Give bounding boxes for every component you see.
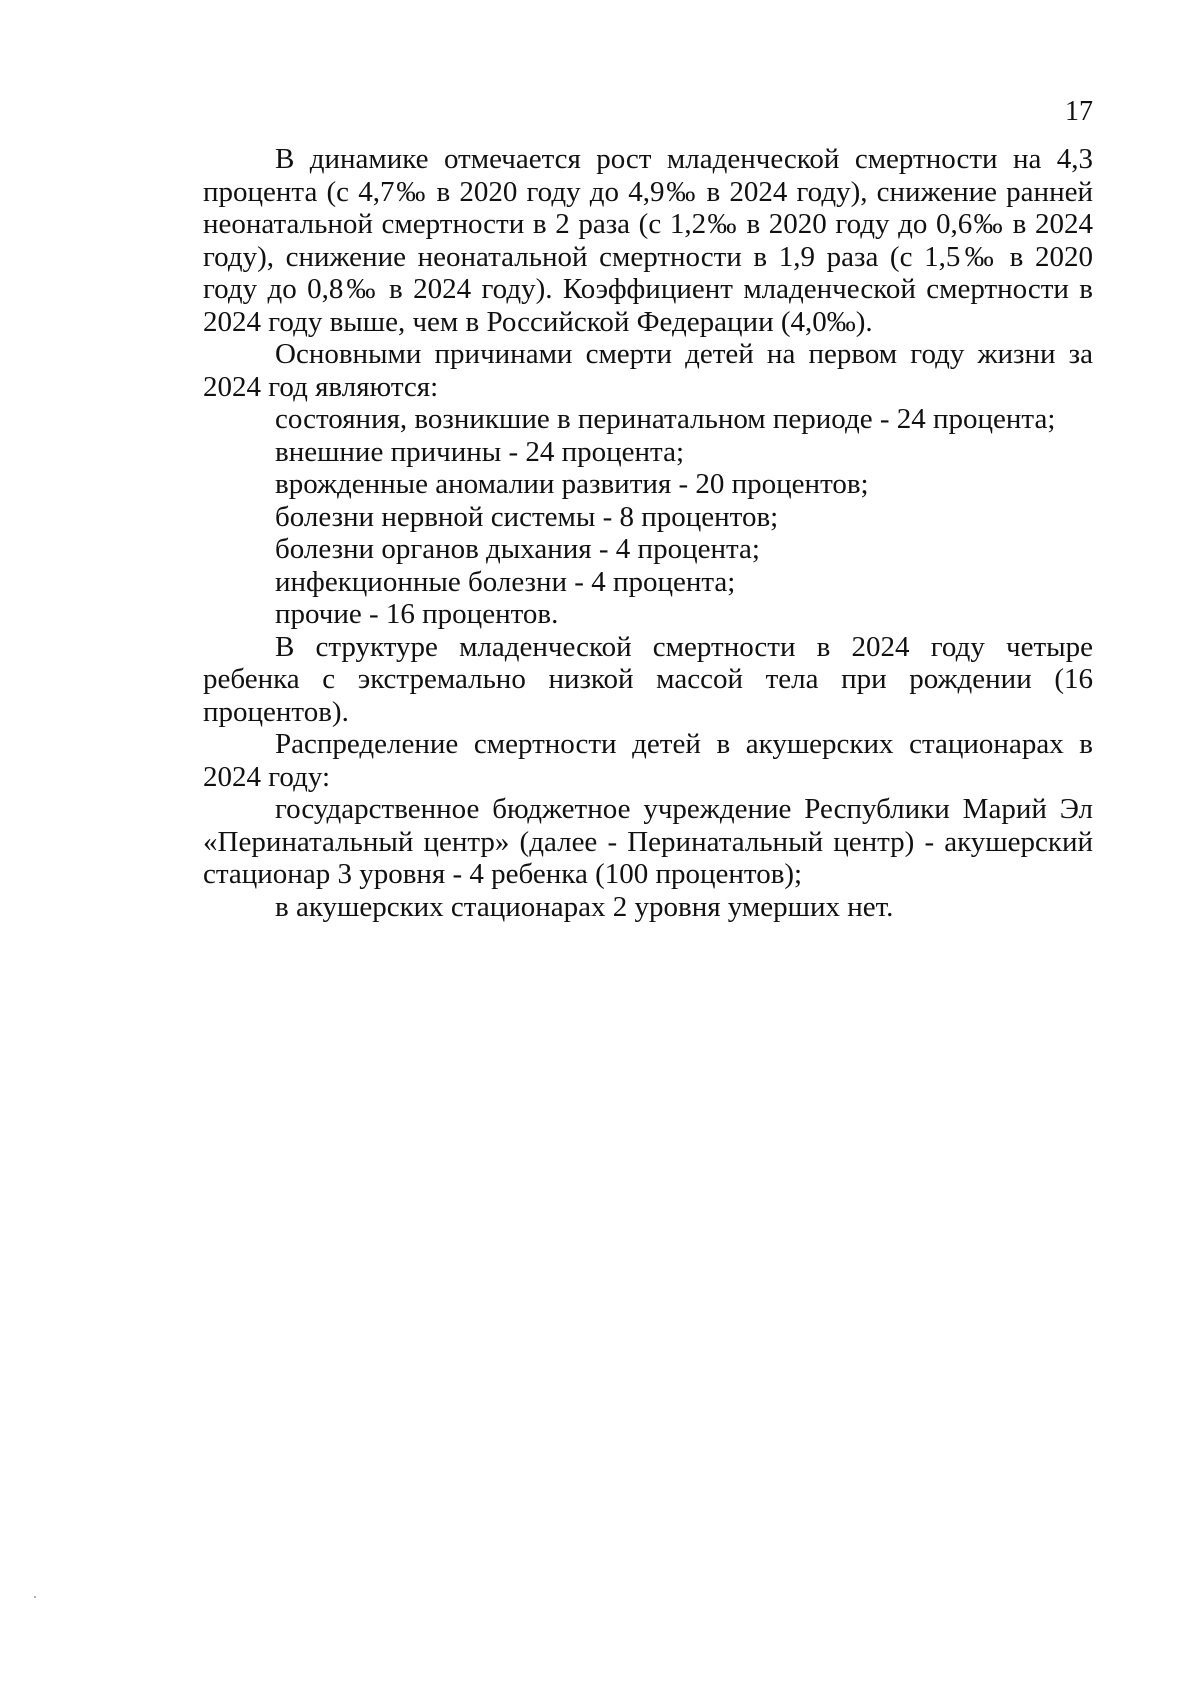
scan-speck bbox=[34, 1596, 36, 1598]
list-item: внешние причины - 24 процента; bbox=[275, 435, 685, 468]
causes-list bbox=[203, 403, 1093, 631]
paragraph-causes-intro: Основными причинами смерти детей на первом году жизни за 2024 год являются: bbox=[203, 338, 1093, 403]
paragraph-distribution-intro: Распределение смертности детей в акушерских стационарах в 2024 году: bbox=[203, 728, 1093, 793]
list-item: в акушерских стационарах 2 уровня умерших нет. bbox=[275, 890, 894, 923]
page-number: 17 bbox=[1065, 96, 1093, 127]
list-item: инфекционные болезни - 4 процента; bbox=[275, 565, 736, 598]
distribution-list bbox=[203, 793, 1093, 923]
document-body bbox=[203, 143, 1093, 923]
list-item: врожденные аномалии развития - 20 процентов; bbox=[275, 468, 869, 500]
list-item: состояния, возникшие в перинатальном периоде - 24 процента; bbox=[275, 403, 1056, 435]
paragraph-structure: В структуре младенческой смертности в 2024 году четыре ребенка с экстремально низкой массой тела при рождении (16 процентов). bbox=[203, 630, 1093, 728]
list-item: прочие - 16 процентов. bbox=[275, 598, 559, 630]
list-item: болезни органов дыхания - 4 процента; bbox=[275, 533, 760, 565]
paragraph-dynamics: В динамике отмечается рост младенческой смертности на 4,3 процента (с 4,7‰ в 2020 году до 4,9‰ в 2024 году), снижение ранней неонатальной смертности в 2 раза (с 1,2‰ в 2020 году до 0,6‰ в 2024 году), снижение неонатальной смертности в 1,9 раза (с 1,5‰ в 2020 году до 0,8‰ в 2024 году). Коэффициент младенческой смертности в 2024 году выше, чем в Российской Федерации (4,0‰). bbox=[203, 143, 1093, 338]
list-item: государственное бюджетное учреждение Республики Марий Эл «Перинатальный центр» (далее - Перинатальный центр) - акушерский стационар 3 уровня - 4 ребенка (100 процентов); bbox=[203, 793, 1093, 890]
list-item: болезни нервной системы - 8 процентов; bbox=[275, 500, 779, 533]
